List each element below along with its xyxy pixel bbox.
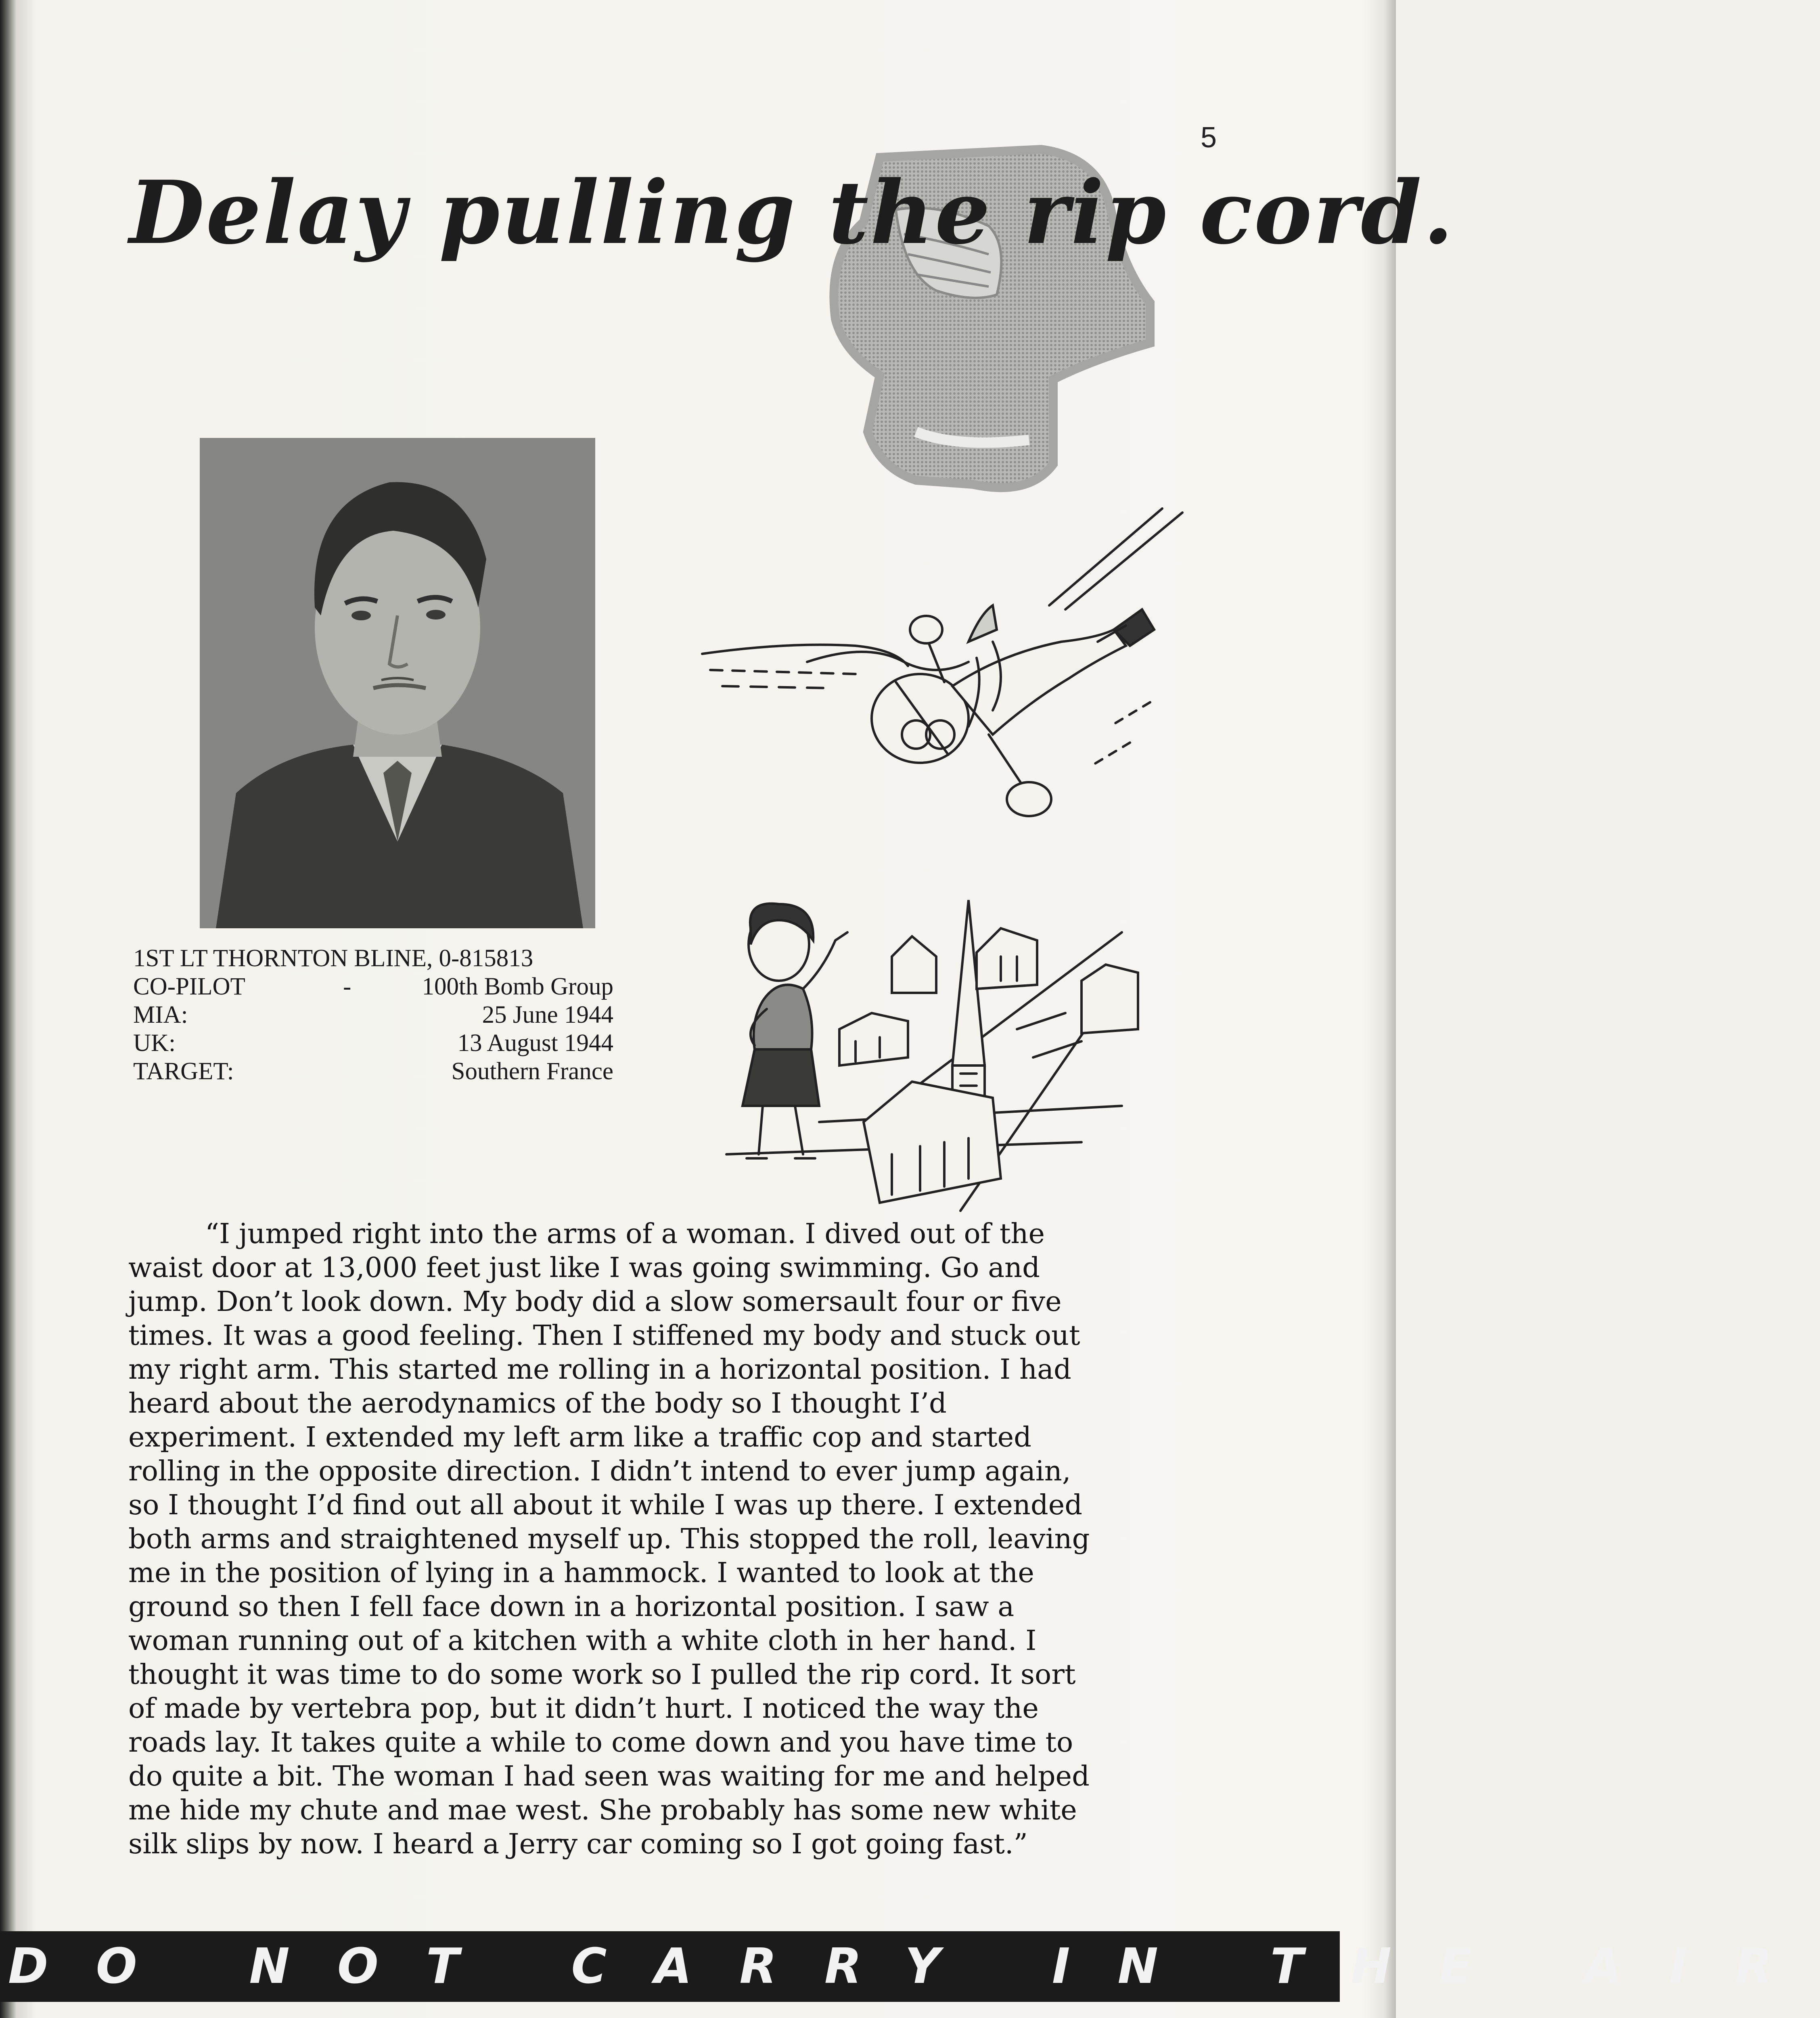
caption-label: UK: [133,1030,176,1057]
bottom-banner [0,1931,1820,2002]
banner-text: DO NOT CARRY IN THE AIR [8,1938,1820,1995]
quote-line: experiment. I extended my left arm like a traffic cop and started [128,1421,1031,1453]
caption-row-copilot [133,973,613,1001]
quote-text [128,1217,1226,1861]
quote-line: do quite a bit. The woman I had seen was waiting for me and helped [128,1760,1090,1792]
quote-line: rolling in the opposite direction. I didn’t intend to ever jump again, [128,1455,1071,1487]
caption-row-mia [133,1001,613,1029]
caption-value: 100th Bomb Group [422,973,613,1000]
quote-line: ground so then I fell face down in a horizontal position. I saw a [128,1591,1015,1623]
quote-line: of made by vertebra pop, but it didn’t hurt. I noticed the way the [128,1692,1039,1725]
quote-line: times. It was a good feeling. Then I stiffened my body and stuck out [128,1319,1080,1352]
quote-line: me in the position of lying in a hammock. I wanted to look at the [128,1557,1034,1589]
quote-line: roads lay. It takes quite a while to come down and you have time to [128,1726,1073,1758]
quote-line: “I jumped right into the arms of a woman. I dived out of the [205,1218,1045,1250]
page-number: 5 [1201,121,1217,154]
page-title: Delay pulling the rip cord. [129,161,1455,264]
quote-line: waist door at 13,000 feet just like I was going swimming. Go and [128,1252,1040,1284]
caption-value: 13 August 1944 [457,1030,613,1057]
caption-row-uk [133,1029,613,1057]
quote-line: thought it was time to do some work so I pulled the rip cord. It sort [128,1658,1076,1691]
caption-value: Southern France [451,1058,613,1085]
quote-line: silk slips by now. I heard a Jerry car coming so I got going fast.” [128,1828,1028,1860]
caption-separator: - [343,973,351,1000]
caption-name-line: 1ST LT THORNTON BLINE, 0-815813 [133,945,533,972]
woman-and-village-cartoon [718,896,1146,1211]
caption-block [133,944,613,1086]
caption-row-target [133,1057,613,1086]
quote-line: jump. Don’t look down. My body did a slow somersault four or five [128,1285,1062,1318]
quote-line: woman running out of a kitchen with a white cloth in her hand. I [128,1624,1037,1657]
quote-line: so I thought I’d find out all about it while I was up there. I extended [128,1489,1083,1521]
skydiver-cartoon [686,509,1211,880]
quote-line: heard about the aerodynamics of the body so I thought I’d [128,1387,947,1419]
caption-value: 25 June 1944 [482,1001,613,1028]
caption-label: CO-PILOT [133,973,245,1000]
quote-line: both arms and straightened myself up. This stopped the roll, leaving [128,1523,1090,1555]
quote-line: me hide my chute and mae west. She probably has some new white [128,1794,1077,1826]
caption-label: TARGET: [133,1058,234,1085]
caption-label: MIA: [133,1001,188,1028]
quote-line: my right arm. This started me rolling in a horizontal position. I had [128,1353,1071,1386]
portrait-photo [200,438,595,928]
